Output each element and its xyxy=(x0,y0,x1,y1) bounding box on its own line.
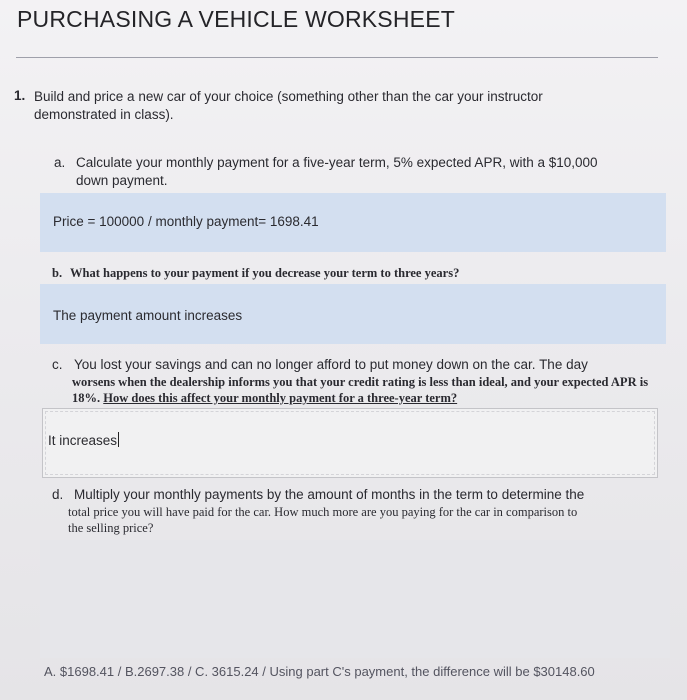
part-c-label: c. xyxy=(52,357,63,372)
part-b-label: b. xyxy=(52,266,63,280)
part-c-line-2: worsens when the dealership informs you that your credit rating is less than ideal, and your expected APR is xyxy=(72,375,649,389)
part-b-question xyxy=(52,264,652,282)
part-d-line-2: total price you will have paid for the car. How much more are you paying for the car in comparison to xyxy=(68,505,578,519)
question-1-line-2: demonstrated in class). xyxy=(34,107,174,122)
part-c-line-3-prefix: 18%. xyxy=(72,391,104,405)
part-c-answer-box[interactable] xyxy=(42,408,658,478)
part-a-question xyxy=(54,154,654,190)
question-1-line-1: Build and price a new car of your choice (something other than the car your instructor xyxy=(34,89,543,104)
title-divider xyxy=(16,57,658,58)
part-c-line-3-underlined: How does this affect your monthly payment for a three-year term? xyxy=(103,391,458,405)
part-d-answer-box[interactable] xyxy=(40,540,670,658)
part-b-answer: The payment amount increases xyxy=(53,308,243,323)
part-a-answer: Price = 100000 / monthly payment= 1698.41 xyxy=(53,214,319,229)
part-c-line-3 xyxy=(52,390,662,406)
part-c-question xyxy=(52,356,662,406)
part-d-line-3: the selling price? xyxy=(68,521,154,535)
part-a-line-1: Calculate your monthly payment for a five-year term, 5% expected APR, with a $10,000 xyxy=(76,155,598,170)
part-d-question xyxy=(52,486,662,536)
part-b-text: What happens to your payment if you decrease your term to three years? xyxy=(70,266,460,280)
part-c-answer: It increases xyxy=(48,433,118,448)
part-c-line-1: You lost your savings and can no longer afford to put money down on the car. The day xyxy=(74,357,588,372)
part-c-answer-wrap xyxy=(48,432,119,448)
worksheet-title: PURCHASING A VEHICLE WORKSHEET xyxy=(17,6,455,32)
text-caret xyxy=(118,432,119,447)
part-d-answer: A. $1698.41 / B.2697.38 / C. 3615.24 / Using part C's payment, the difference will be $30148.60 xyxy=(44,664,595,679)
part-a-label: a. xyxy=(54,155,66,170)
part-a-line-2: down payment. xyxy=(76,173,168,188)
part-d-label: d. xyxy=(52,487,64,502)
question-1-text xyxy=(34,88,594,124)
part-d-line-1: Multiply your monthly payments by the amount of months in the term to determine the xyxy=(74,487,585,502)
question-1-number: 1. xyxy=(14,88,26,103)
